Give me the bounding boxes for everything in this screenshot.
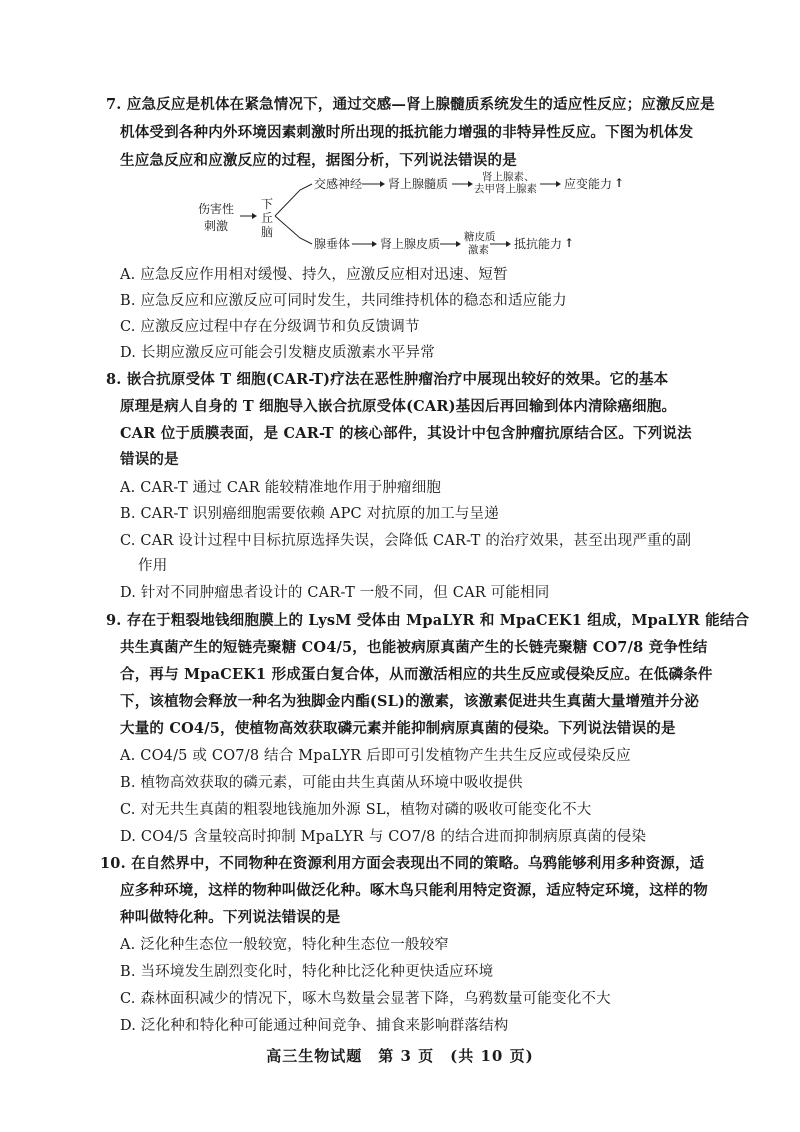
glucocorticoid-label-2: 激素 — [468, 244, 489, 256]
hypothalamus-char-2: 丘 — [261, 211, 274, 225]
q8-option-c: C. CAR 设计过程中目标抗原选择失误，会降低 CAR-T 的治疗效果，甚至出现严重的副 — [120, 533, 692, 549]
page-footer: 高三生物试题 第 3 页 (共 10 页) — [266, 1047, 534, 1065]
q7-stem-line-1: 7. 应急反应是机体在紧急情况下，通过交感—肾上腺髓质系统发生的适应性反应；应激反应是 — [106, 96, 715, 113]
q9-stem-line-3: 合，再与 MpaCEK1 形成蛋白复合体，从而激活相应的共生反应或侵染反应。在低磷条件 — [120, 666, 713, 683]
q9-stem-line-1: 9. 存在于粗裂地钱细胞膜上的 LysM 受体由 MpaLYR 和 MpaCEK1 组成，MpaLYR 能结合 — [106, 612, 750, 629]
adaptability-up-arrow: ↑ — [614, 176, 625, 190]
q10-option-a: A. 泛化种生态位一般较宽，特化种生态位一般较窄 — [120, 937, 449, 953]
q8-option-b: B. CAR-T 识别癌细胞需要依赖 APC 对抗原的加工与呈递 — [120, 506, 499, 522]
resistance-label: 抵抗能力 — [514, 237, 563, 251]
hypothalamus-char-3: 脑 — [261, 225, 274, 239]
q10-option-b: B. 当环境发生剧烈变化时，特化种比泛化种更快适应环境 — [120, 964, 494, 980]
arrowhead-3 — [468, 181, 473, 187]
q9-option-b: B. 植物高效获取的磷元素，可能由共生真菌从环境中吸收提供 — [120, 775, 523, 791]
q8-option-a: A. CAR-T 通过 CAR 能较精准地作用于肿瘤细胞 — [120, 480, 442, 496]
q9-stem-line-4: 下，该植物会释放一种名为独脚金内酯(SL)的激素，该激素促进共生真菌大量增殖并分泌 — [120, 693, 700, 710]
q8-stem-line-4: 错误的是 — [120, 451, 179, 468]
q8-stem-line-2: 原理是病人自身的 T 细胞导入嵌合抗原受体(CAR)基因后再回输到体内清除癌细胞。 — [120, 398, 677, 415]
norepinephrine-label: 去甲肾上腺素 — [474, 183, 537, 195]
q7-stem-line-3: 生应急反应和应激反应的过程，据图分析，下列说法错误的是 — [120, 152, 517, 169]
stimulus-label-2: 刺激 — [204, 219, 229, 233]
q10-stem-line-2: 应多种环境，这样的物种叫做泛化种。啄木鸟只能利用特定资源，适应特定环境，这样的物 — [120, 882, 708, 899]
branch-upper — [275, 184, 312, 216]
stimulus-label-1: 伤害性 — [198, 202, 235, 216]
adrenal-medulla-label: 肾上腺髓质 — [388, 177, 449, 191]
arrowhead-2 — [380, 181, 385, 187]
adenohypophysis-label: 腺垂体 — [314, 237, 351, 251]
arrowhead-7 — [506, 241, 511, 247]
epinephrine-label: 肾上腺素、 — [482, 171, 535, 183]
q9-option-a: A. CO4/5 或 CO7/8 结合 MpaLYR 后即可引发植物产生共生反应或侵染反应 — [120, 748, 631, 764]
q7-option-b: B. 应急反应和应激反应可同时发生，共同维持机体的稳态和适应能力 — [120, 293, 567, 309]
arrowhead-4 — [556, 181, 561, 187]
q9-stem-line-2: 共生真菌产生的短链壳聚糖 CO4/5，也能被病原真菌产生的长链壳聚糖 CO7/8 竞争性结 — [120, 639, 708, 656]
q7-option-c: C. 应激反应过程中存在分级调节和负反馈调节 — [120, 319, 420, 335]
q8-option-c-cont: 作用 — [138, 558, 168, 574]
resistance-up-arrow: ↑ — [564, 236, 575, 250]
q8-stem-line-1: 8. 嵌合抗原受体 T 细胞(CAR-T)疗法在恶性肿瘤治疗中展现出较好的效果。它的基本 — [106, 371, 669, 388]
q8-stem-line-3: CAR 位于质膜表面，是 CAR-T 的核心部件，其设计中包含肿瘤抗原结合区。下列说法 — [120, 425, 692, 442]
sympathetic-nerve-label: 交感神经 — [314, 177, 363, 191]
q7-option-d: D. 长期应激反应可能会引发糖皮质激素水平异常 — [120, 345, 435, 361]
q10-option-c: C. 森林面积减少的情况下，啄木鸟数量会显著下降，乌鸦数量可能变化不大 — [120, 991, 611, 1007]
q10-option-d: D. 泛化种和特化种可能通过种间竞争、捕食来影响群落结构 — [120, 1018, 509, 1034]
hypothalamus-char-1: 下 — [261, 197, 274, 211]
arrowhead-1 — [252, 213, 257, 219]
arrowhead-5 — [372, 241, 377, 247]
q9-stem-line-5: 大量的 CO4/5，使植物高效获取磷元素并能抑制病原真菌的侵染。下列说法错误的是 — [120, 720, 676, 737]
q9-option-c: C. 对无共生真菌的粗裂地钱施加外源 SL，植物对磷的吸收可能变化不大 — [120, 802, 592, 818]
q7-stem-line-2: 机体受到各种内外环境因素刺激时所出现的抵抗能力增强的非特异性反应。下图为机体发 — [120, 124, 694, 141]
adaptability-label: 应变能力 — [564, 177, 613, 191]
arrowhead-6 — [456, 241, 461, 247]
q9-option-d: D. CO4/5 含量较高时抑制 MpaLYR 与 CO7/8 的结合进而抑制病原真菌的侵染 — [120, 829, 647, 845]
branch-lower — [275, 216, 312, 244]
q8-option-d: D. 针对不同肿瘤患者设计的 CAR-T 一般不同，但 CAR 可能相同 — [120, 585, 550, 601]
q7-option-a: A. 应急反应作用相对缓慢、持久，应激反应相对迅速、短暂 — [120, 267, 508, 283]
q10-stem-line-1: 10. 在自然界中，不同物种在资源利用方面会表现出不同的策略。乌鸦能够利用多种资源，适 — [100, 855, 705, 872]
glucocorticoid-label-1: 糖皮质 — [464, 231, 496, 243]
adrenal-cortex-label: 肾上腺皮质 — [380, 237, 441, 251]
q10-stem-line-3: 种叫做特化种。下列说法错误的是 — [120, 909, 341, 926]
